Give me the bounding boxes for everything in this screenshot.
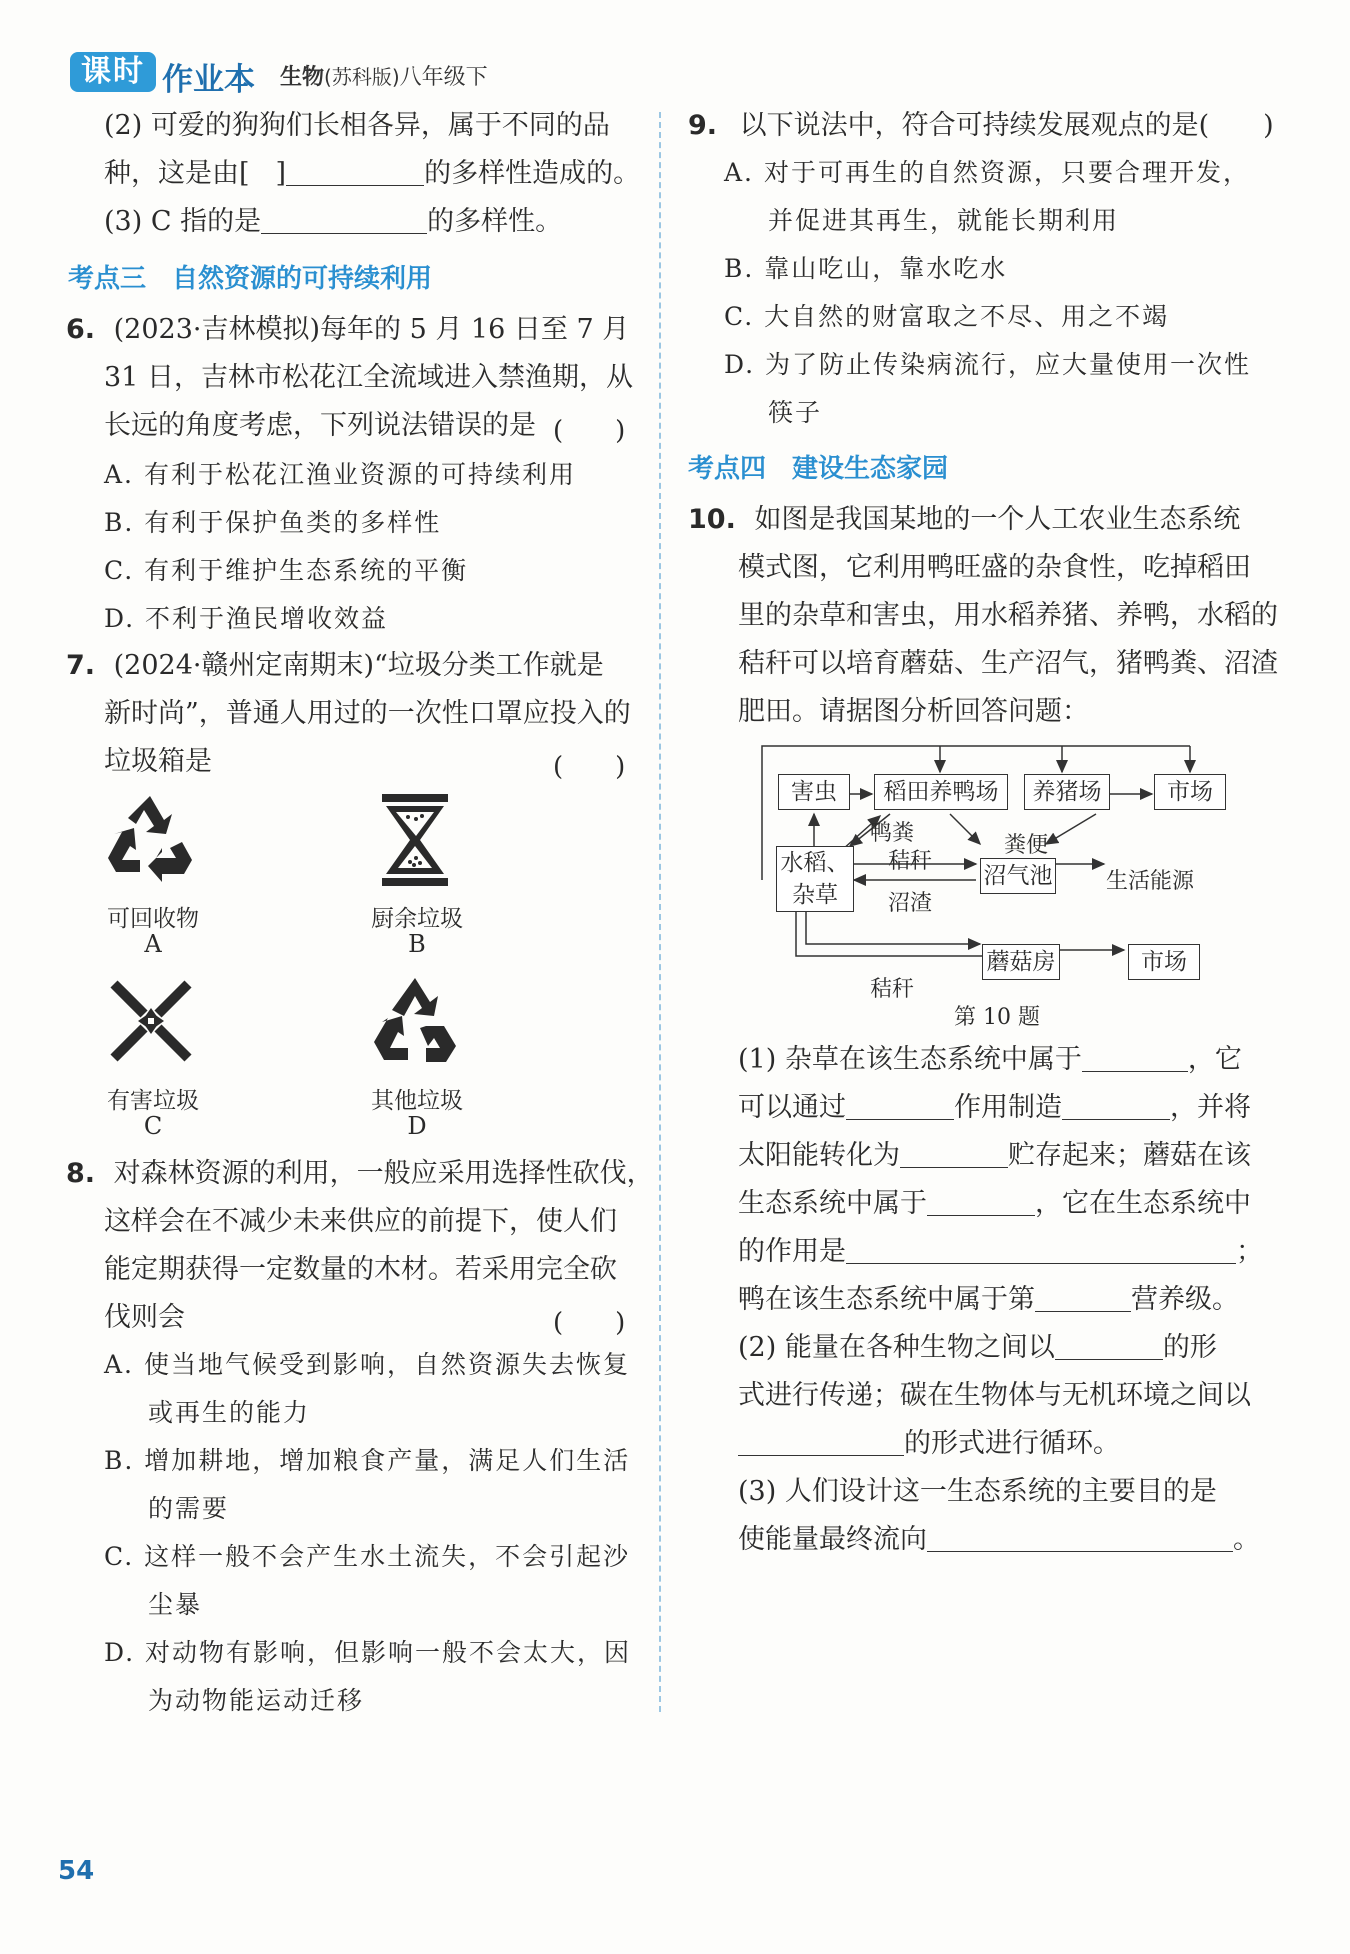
q9-line1 — [688, 102, 1274, 150]
q10-text: 如图是我国某地的一个人工农业生态系统 — [754, 504, 1241, 535]
diagram-caption: 第 10 题 — [954, 1005, 1040, 1030]
q8-line3: 能定期获得一定数量的木材。若采用完全砍 — [104, 1254, 617, 1285]
q10-line3: 里的杂草和害虫，用水稻养猪、养鸭，水稻的 — [738, 600, 1278, 631]
icon-letter-d: D — [407, 1112, 427, 1140]
q8-option-b-line2: 的需要 — [148, 1494, 230, 1523]
other-waste-icon — [370, 976, 460, 1066]
subject-name: 生物 — [280, 65, 325, 90]
q10-1-text-post2: ，并将 — [1170, 1092, 1251, 1123]
node-market-2: 市场 — [1128, 944, 1200, 980]
q9-option-b: B. 靠山吃山，靠水吃水 — [724, 254, 1008, 283]
q9-option-d-line2: 筷子 — [768, 398, 823, 427]
q6-line1 — [66, 306, 629, 354]
q10-number: 10. — [688, 504, 736, 535]
answer-blank[interactable] — [1055, 1329, 1163, 1360]
q10-1-text-post3: 贮存起来；蘑菇在该 — [1008, 1140, 1251, 1171]
grade: 八年级下 — [399, 65, 488, 90]
q6-option-d: D. 不利于渔民增收效益 — [104, 604, 389, 633]
q10-1-text-pre6: 鸭在该生态系统中属于第 — [738, 1284, 1035, 1315]
q9-option-c: C. 大自然的财富取之不尽、用之不竭 — [724, 302, 1170, 331]
answer-blank[interactable] — [846, 1089, 954, 1120]
q10-1-text-mid2: 作用制造 — [954, 1092, 1062, 1123]
q8-line4: 伐则会 — [104, 1302, 185, 1333]
recycle-icon — [100, 792, 200, 884]
q10-3-line2 — [738, 1516, 1260, 1564]
q6-line2: 31 日，吉林市松花江全流域进入禁渔期，从 — [104, 362, 633, 393]
label-biogas-residue: 沼渣 — [888, 891, 933, 916]
edition: (苏科版) — [324, 65, 400, 89]
q7-number: 7. — [66, 650, 96, 681]
q9-option-d-line1: D. 为了防止传染病流行，应大量使用一次性 — [724, 350, 1252, 379]
q7-answer-paren[interactable]: ( ) — [553, 752, 626, 782]
q9-option-a-line1: A. 对于可再生的自然资源，只要合理开发， — [724, 158, 1250, 187]
q8-answer-paren[interactable]: ( ) — [553, 1308, 626, 1338]
q5-2-text-post: 的多样性造成的。 — [424, 158, 641, 189]
q10-1-text-post6: 营养级。 — [1131, 1284, 1239, 1315]
q10-2-text-pre: (2) 能量在各种生物之间以 — [738, 1332, 1055, 1363]
node-market-1: 市场 — [1154, 774, 1226, 810]
icon-caption-c: 有害垃圾 — [107, 1088, 199, 1114]
answer-blank[interactable] — [900, 1137, 1008, 1168]
q10-line1 — [688, 496, 1240, 544]
column-divider — [659, 112, 661, 1712]
q9-text: 以下说法中，符合可持续发展观点的是( ) — [739, 110, 1274, 141]
icon-letter-b: B — [408, 930, 426, 958]
q8-option-a-line1: A. 使当地气候受到影响，自然资源失去恢复 — [104, 1350, 630, 1379]
q6-answer-paren[interactable]: ( ) — [553, 416, 626, 446]
q10-1-text-pre4: 生态系统中属于 — [738, 1188, 927, 1219]
label-straw-1: 秸秆 — [888, 849, 933, 874]
q10-1-text-pre2: 可以通过 — [738, 1092, 846, 1123]
answer-blank[interactable] — [1082, 1041, 1188, 1072]
q10-1-text-post5: ； — [1236, 1236, 1263, 1267]
answer-blank[interactable] — [846, 1233, 1236, 1264]
page-number: 54 — [58, 1856, 95, 1886]
q6-number: 6. — [66, 314, 96, 345]
q10-1-line5 — [738, 1228, 1263, 1276]
node-rice-label: 水稻、 — [780, 850, 850, 876]
q10-1-line3 — [738, 1132, 1251, 1180]
q8-option-d-line2: 为动物能运动迁移 — [148, 1686, 365, 1715]
q7-line1 — [66, 642, 604, 690]
icon-letter-c: C — [143, 1112, 163, 1140]
q5-3-text-post: 的多样性。 — [427, 206, 563, 237]
node-pest: 害虫 — [778, 774, 850, 810]
label-straw-2: 秸秆 — [870, 977, 915, 1002]
q5-3-line — [104, 198, 562, 246]
hazard-cross-icon — [108, 978, 194, 1064]
q8-line2: 这样会在不减少未来供应的前提下，使人们 — [104, 1206, 617, 1237]
answer-blank[interactable] — [1035, 1281, 1131, 1312]
q10-1-text-pre: (1) 杂草在该生态系统中属于 — [738, 1044, 1082, 1075]
q10-1-line4 — [738, 1180, 1251, 1228]
q8-option-c-line1: C. 这样一般不会产生水土流失，不会引起沙 — [104, 1542, 631, 1571]
q7-line3: 垃圾箱是 — [104, 746, 212, 777]
answer-blank[interactable] — [286, 155, 424, 186]
q6-text: (2023·吉林模拟)每年的 5 月 16 日至 7 月 — [113, 314, 630, 345]
q10-1-line1 — [738, 1036, 1242, 1084]
q7-text: (2024·赣州定南期末)“垃圾分类工作就是 — [113, 650, 604, 681]
q8-option-d-line1: D. 对动物有影响，但影响一般不会太大，因 — [104, 1638, 632, 1667]
q10-1-text-post4: ，它在生态系统中 — [1035, 1188, 1251, 1219]
q8-number: 8. — [66, 1158, 96, 1189]
icon-caption-b: 厨余垃圾 — [371, 906, 463, 932]
q10-2-line2: 式进行传递；碳在生物体与无机环境之间以 — [738, 1380, 1251, 1411]
node-biogas: 沼气池 — [980, 858, 1056, 894]
q8-line1 — [66, 1150, 654, 1198]
q8-option-b-line1: B. 增加耕地，增加粮食产量，满足人们生活 — [104, 1446, 631, 1475]
logo: 课时 — [70, 52, 156, 92]
icon-caption-d: 其他垃圾 — [371, 1088, 463, 1114]
answer-blank[interactable] — [261, 203, 427, 234]
node-weeds-label: 杂草 — [792, 882, 838, 908]
q10-2-line3 — [738, 1420, 1120, 1468]
q10-3-text-post: 。 — [1233, 1524, 1260, 1555]
brand-title: 作业本 — [162, 62, 255, 98]
q10-1-line6 — [738, 1276, 1239, 1324]
label-feces: 粪便 — [1004, 833, 1049, 858]
icon-letter-a: A — [144, 930, 162, 958]
section-heading-3: 考点三 自然资源的可持续利用 — [68, 264, 433, 294]
q10-1-text-pre5: 的作用是 — [738, 1236, 846, 1267]
node-duck-farm: 稻田养鸭场 — [874, 774, 1008, 810]
q10-2-text-post3: 的形式进行循环。 — [904, 1428, 1120, 1459]
q6-option-a: A. 有利于松花江渔业资源的可持续利用 — [104, 460, 576, 489]
answer-blank[interactable] — [927, 1185, 1035, 1216]
q10-line4: 秸秆可以培育蘑菇、生产沼气，猪鸭粪、沼渣 — [738, 648, 1278, 679]
q6-option-b: B. 有利于保护鱼类的多样性 — [104, 508, 442, 537]
q10-2-line1 — [738, 1324, 1217, 1372]
icon-caption-a: 可回收物 — [107, 906, 199, 932]
q5-3-text-pre: (3) C 指的是 — [104, 206, 262, 237]
q6-line3: 长远的角度考虑，下列说法错误的是 — [104, 410, 536, 441]
q10-1-text-pre3: 太阳能转化为 — [738, 1140, 900, 1171]
q8-option-c-line2: 尘暴 — [148, 1590, 203, 1619]
q5-2-bracket-close: ] — [275, 158, 287, 189]
q9-number: 9. — [688, 110, 718, 141]
node-pig-farm: 养猪场 — [1024, 774, 1110, 810]
answer-blank[interactable] — [1062, 1089, 1170, 1120]
q5-2-line1: (2) 可爱的狗狗们长相各异，属于不同的品 — [104, 110, 610, 141]
q5-2-text-pre: 种，这是由[ — [104, 158, 250, 189]
answer-blank[interactable] — [927, 1521, 1233, 1552]
subject-title — [280, 60, 488, 91]
q8-text: 对森林资源的利用，一般应采用选择性砍伐， — [113, 1158, 654, 1189]
label-duck-manure: 鸭粪 — [870, 821, 915, 846]
node-mushroom-house: 蘑菇房 — [982, 944, 1060, 980]
section-heading-4: 考点四 建设生态家园 — [688, 454, 949, 484]
q8-option-a-line2: 或再生的能力 — [148, 1398, 311, 1427]
hourglass-icon — [380, 792, 450, 888]
q10-3-text-pre: 使能量最终流向 — [738, 1524, 927, 1555]
answer-blank[interactable] — [738, 1425, 904, 1456]
q10-1-text-post: ，它 — [1187, 1044, 1242, 1075]
q10-line2: 模式图，它利用鸭旺盛的杂食性，吃掉稻田 — [738, 552, 1251, 583]
page-header — [70, 52, 1310, 96]
node-rice-weeds — [776, 846, 854, 912]
q10-2-text-post: 的形 — [1162, 1332, 1217, 1363]
q10-1-line2 — [738, 1084, 1251, 1132]
q5-2-line2 — [104, 150, 640, 198]
q10-line5: 肥田。请据图分析回答问题： — [738, 696, 1089, 727]
q7-line2: 新时尚”，普通人用过的一次性口罩应投入的 — [104, 698, 631, 729]
q10-3-line1: (3) 人们设计这一生态系统的主要目的是 — [738, 1476, 1217, 1507]
node-household-energy: 生活能源 — [1106, 869, 1195, 894]
q9-option-a-line2: 并促进其再生，就能长期利用 — [768, 206, 1120, 235]
q6-option-c: C. 有利于维护生态系统的平衡 — [104, 556, 469, 585]
